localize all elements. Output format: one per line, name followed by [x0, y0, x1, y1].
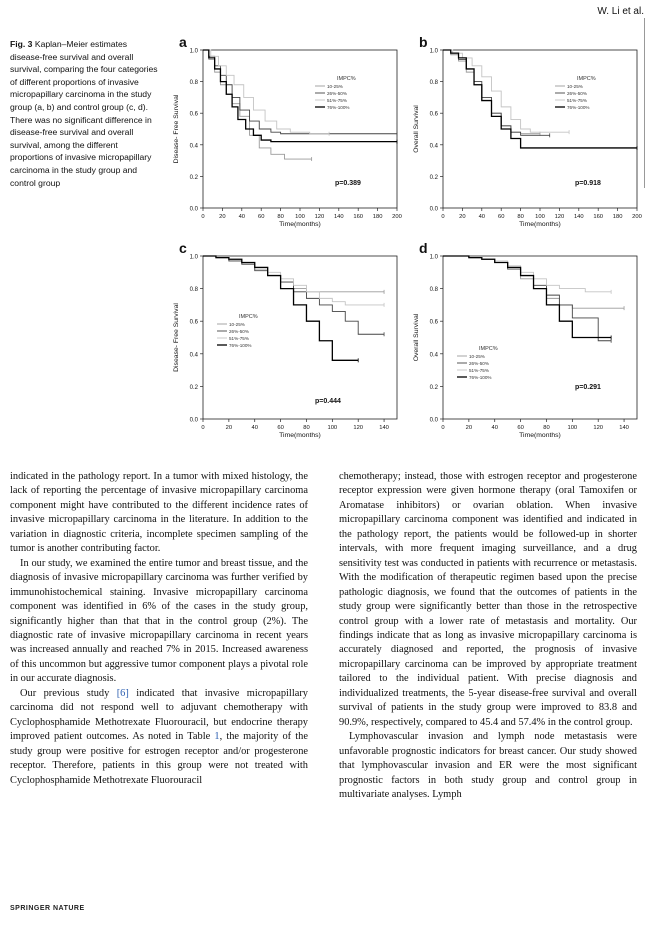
x-tick-label: 80: [517, 214, 524, 220]
legend-item: 26%-50%: [567, 91, 587, 96]
legend-item: 26%-50%: [327, 91, 347, 96]
x-tick-label: 160: [353, 214, 364, 220]
y-tick-label: 0.0: [429, 206, 438, 213]
text-run: indicated that invasive micropapillary carcinoma did not respond well to adjuvant chemotherapy with Cyclophosphamide Methotrexate Fluorouracil, but endocrine therapy improved patient outcomes. As noted in Table: [10, 687, 308, 743]
publisher-logo: SPRINGER NATURE: [10, 905, 85, 912]
y-tick-label: 0.8: [189, 80, 198, 87]
legend-item: 10-25%: [567, 84, 583, 89]
x-tick-label: 200: [632, 214, 642, 220]
x-tick-label: 80: [543, 425, 550, 431]
y-axis-label: Overall Survival: [413, 313, 420, 362]
table-link[interactable]: 1: [214, 731, 220, 743]
km-chart-a: [165, 36, 405, 236]
km-chart-b: [405, 36, 645, 236]
y-tick-label: 0.0: [429, 417, 438, 424]
legend-item: 10-25%: [469, 354, 485, 359]
x-tick-label: 100: [535, 214, 545, 220]
legend-title: IMPC%: [577, 76, 596, 82]
y-tick-label: 0.4: [189, 352, 198, 359]
survival-curve-3: [203, 50, 329, 134]
survival-curve-2: [443, 256, 611, 341]
x-tick-label: 80: [303, 425, 310, 431]
y-tick-label: 0.2: [429, 174, 438, 181]
x-tick-label: 0: [441, 425, 445, 431]
paragraph: Lymphovascular invasion and lymph node metastasis were unfavorable prognostic indicators for breast cancer. Our study showed that lymphovascular invasion and ER were the most significant prognostic factors in both study group and control group in multivariate analyses. Lymph: [339, 731, 637, 800]
x-tick-label: 0: [201, 425, 205, 431]
legend-title: IMPC%: [479, 346, 498, 352]
x-tick-label: 60: [277, 425, 284, 431]
y-tick-label: 0.8: [429, 287, 438, 294]
y-tick-label: 0.6: [429, 111, 438, 118]
legend-item: 76%-100%: [327, 105, 350, 110]
legend-item: 51%-75%: [567, 98, 587, 103]
y-tick-label: 0.4: [189, 143, 198, 150]
p-value: p=0.918: [575, 180, 601, 187]
x-tick-label: 20: [225, 425, 233, 431]
x-tick-label: 140: [333, 214, 344, 220]
x-tick-label: 0: [441, 214, 445, 220]
figure-caption: [10, 38, 160, 189]
y-tick-label: 1.0: [189, 48, 198, 55]
y-tick-label: 0.6: [189, 111, 198, 118]
legend-title: IMPC%: [239, 314, 258, 320]
legend-item: 51%-75%: [469, 368, 489, 373]
km-panel-b: [405, 36, 645, 236]
legend-item: 10-25%: [229, 322, 245, 327]
plot-frame: [203, 50, 397, 208]
legend-item: 10-25%: [327, 84, 343, 89]
x-tick-label: 180: [612, 214, 623, 220]
x-axis-label: Time(months): [519, 432, 561, 439]
x-tick-label: 0: [201, 214, 205, 220]
survival-curve-2: [443, 50, 550, 135]
paragraph: [10, 687, 308, 788]
legend-item: 76%-100%: [229, 343, 252, 348]
legend-title: IMPC%: [337, 76, 356, 82]
y-tick-label: 0.2: [189, 174, 198, 181]
y-tick-label: 0.2: [429, 384, 438, 391]
survival-curve-4: [203, 50, 397, 142]
panel-letter-a: a: [179, 34, 187, 50]
citation-link[interactable]: [6]: [116, 687, 129, 699]
x-tick-label: 100: [567, 425, 578, 431]
x-tick-label: 140: [573, 214, 584, 220]
x-tick-label: 40: [251, 425, 258, 431]
caption-text: Kaplan–Meier estimates disease-free survival and overall survival, comparing the four categories of different proportions of invasive micropapillary carcinoma in the study group (a, b) and control group (c, d). There was no significant difference in disease-free survival and overall survival, among the different proportions of invasive micropapillary carcinoma in the study group and control group: [10, 39, 158, 188]
legend-item: 26%-50%: [469, 361, 489, 366]
y-tick-label: 0.4: [429, 352, 438, 359]
x-tick-label: 100: [327, 425, 338, 431]
x-tick-label: 60: [497, 214, 505, 220]
paragraph: chemotherapy; instead, those with estrogen receptor and progesterone receptor expression were given hormone therapy (oral Tamoxifen or Aromatase inhibitors) or ovarian oblation. When invasive micropapillary carcinoma component was identified and indicated in the pathology report, the patients would be followed-up in shorter intervals, with more frequent imaging surveillance, and a drug sensitivity test was conducted in patients with recurrence or metastasis. With the modification of therapeutic regimen based upon the precise pathologic diagnosis, we found that the outcomes of patients in the study group were significantly better than those in the retrospective control group with a lower rate of metastasis and mortality. Our findings indicate that as long as invasive micropapillary carcinoma is accurately diagnosed and reported, the prognosis of invasive micropapillary carcinoma can be improved by appropriate treatment tailored to the individual patient. With precise diagnosis and individualized treatments, the 5-year disease-free survival and overall survival of patients in the study group were improved to 83.8 and 90.9%, respectively, compared to 45.4 and 57.4% in the control group.: [339, 471, 637, 728]
y-axis-label: Overall Survival: [413, 105, 420, 153]
x-tick-label: 20: [219, 214, 226, 220]
x-tick-label: 120: [353, 425, 364, 431]
y-tick-label: 1.0: [189, 254, 198, 261]
p-value: p=0.389: [335, 180, 361, 187]
x-tick-label: 80: [277, 214, 284, 220]
survival-curve-3: [443, 50, 569, 132]
y-tick-label: 0.2: [189, 384, 198, 391]
y-tick-label: 0.0: [189, 417, 198, 424]
panel-letter-c: c: [179, 240, 187, 256]
panel-letter-d: d: [419, 240, 428, 256]
x-tick-label: 200: [392, 214, 402, 220]
p-value: p=0.444: [315, 398, 341, 405]
km-panel-c: [165, 242, 405, 447]
x-tick-label: 180: [372, 214, 383, 220]
y-axis-label: Disease- Free Survival: [173, 303, 180, 372]
legend-item: 76%-100%: [469, 375, 492, 380]
body-column-right: [339, 470, 637, 802]
x-tick-label: 120: [314, 214, 325, 220]
survival-curve-3: [443, 256, 611, 292]
x-tick-label: 40: [478, 214, 486, 220]
x-tick-label: 120: [554, 214, 565, 220]
x-axis-label: Time(months): [519, 221, 561, 228]
y-tick-label: 0.6: [429, 319, 438, 326]
y-tick-label: 0.0: [189, 206, 198, 213]
km-chart-d: [405, 242, 645, 447]
y-tick-label: 0.4: [429, 143, 438, 150]
x-tick-label: 160: [593, 214, 604, 220]
paragraph: indicated in the pathology report. In a tumor with mixed histology, the lack of reporting the percentage of invasive micropapillary carcinoma component might have contributed to the different incidence rates of invasive micropapillary carcinoma in the literature. In addition to the variation in diagnostic criteria, incomplete specimen sampling of the tumor is another contributing factor.: [10, 471, 308, 555]
text-run: , the majority of the study group were positive for estrogen receptor and/or progesterone receptor. Therefore, patients in this group were not treated with Cyclophosphamide Methotrexate Fluorouracil: [10, 731, 308, 786]
survival-curve-1: [443, 50, 540, 134]
running-header: W. Li et al.: [597, 6, 644, 17]
y-tick-label: 0.8: [189, 287, 198, 294]
paragraph: In our study, we examined the entire tumor and breast tissue, and the diagnosis of invasive micropapillary carcinoma was further verified by immunohistochemical staining. Invasive micropapillary carcinoma component was identified in 6% of the cases in the study group, significantly higher than that that in the control group (2%). The diagnostic rate of invasive micropapillary carcinoma in recent years was increased annually and reached 7% in 2015. Increased awareness of this uncommon but aggressive tumor component plays a pivotal role in our accurate diagnosis.: [10, 557, 308, 685]
x-axis-label: Time(months): [279, 432, 321, 439]
body-column-left: [10, 470, 308, 788]
legend-item: 51%-75%: [229, 336, 249, 341]
x-tick-label: 120: [593, 425, 604, 431]
km-chart-c: [165, 242, 405, 447]
x-tick-label: 40: [238, 214, 246, 220]
legend-item: 26%-50%: [229, 329, 249, 334]
x-tick-label: 20: [465, 425, 473, 431]
x-tick-label: 40: [491, 425, 498, 431]
panel-letter-b: b: [419, 34, 428, 50]
km-panel-a: [165, 36, 405, 236]
caption-label: Fig. 3: [10, 39, 33, 49]
x-tick-label: 60: [517, 425, 524, 431]
survival-curve-2: [203, 50, 397, 134]
legend-item: 51%-75%: [327, 98, 347, 103]
p-value: p=0.291: [575, 384, 601, 391]
y-tick-label: 0.6: [189, 319, 198, 326]
x-tick-label: 20: [459, 214, 466, 220]
y-tick-label: 1.0: [429, 48, 438, 55]
x-tick-label: 100: [295, 214, 305, 220]
x-tick-label: 140: [379, 425, 389, 431]
x-axis-label: Time(months): [279, 221, 321, 228]
y-tick-label: 0.8: [429, 80, 438, 87]
y-axis-label: Disease- Free Survival: [173, 94, 180, 164]
plot-frame: [443, 50, 637, 208]
x-tick-label: 60: [257, 214, 265, 220]
x-tick-label: 140: [619, 425, 629, 431]
y-tick-label: 1.0: [429, 254, 438, 261]
survival-curve-4: [443, 256, 611, 338]
survival-curve-1: [203, 50, 312, 159]
text-run: Our previous study: [20, 687, 117, 699]
legend-item: 76%-100%: [567, 105, 590, 110]
km-panel-d: [405, 242, 645, 447]
